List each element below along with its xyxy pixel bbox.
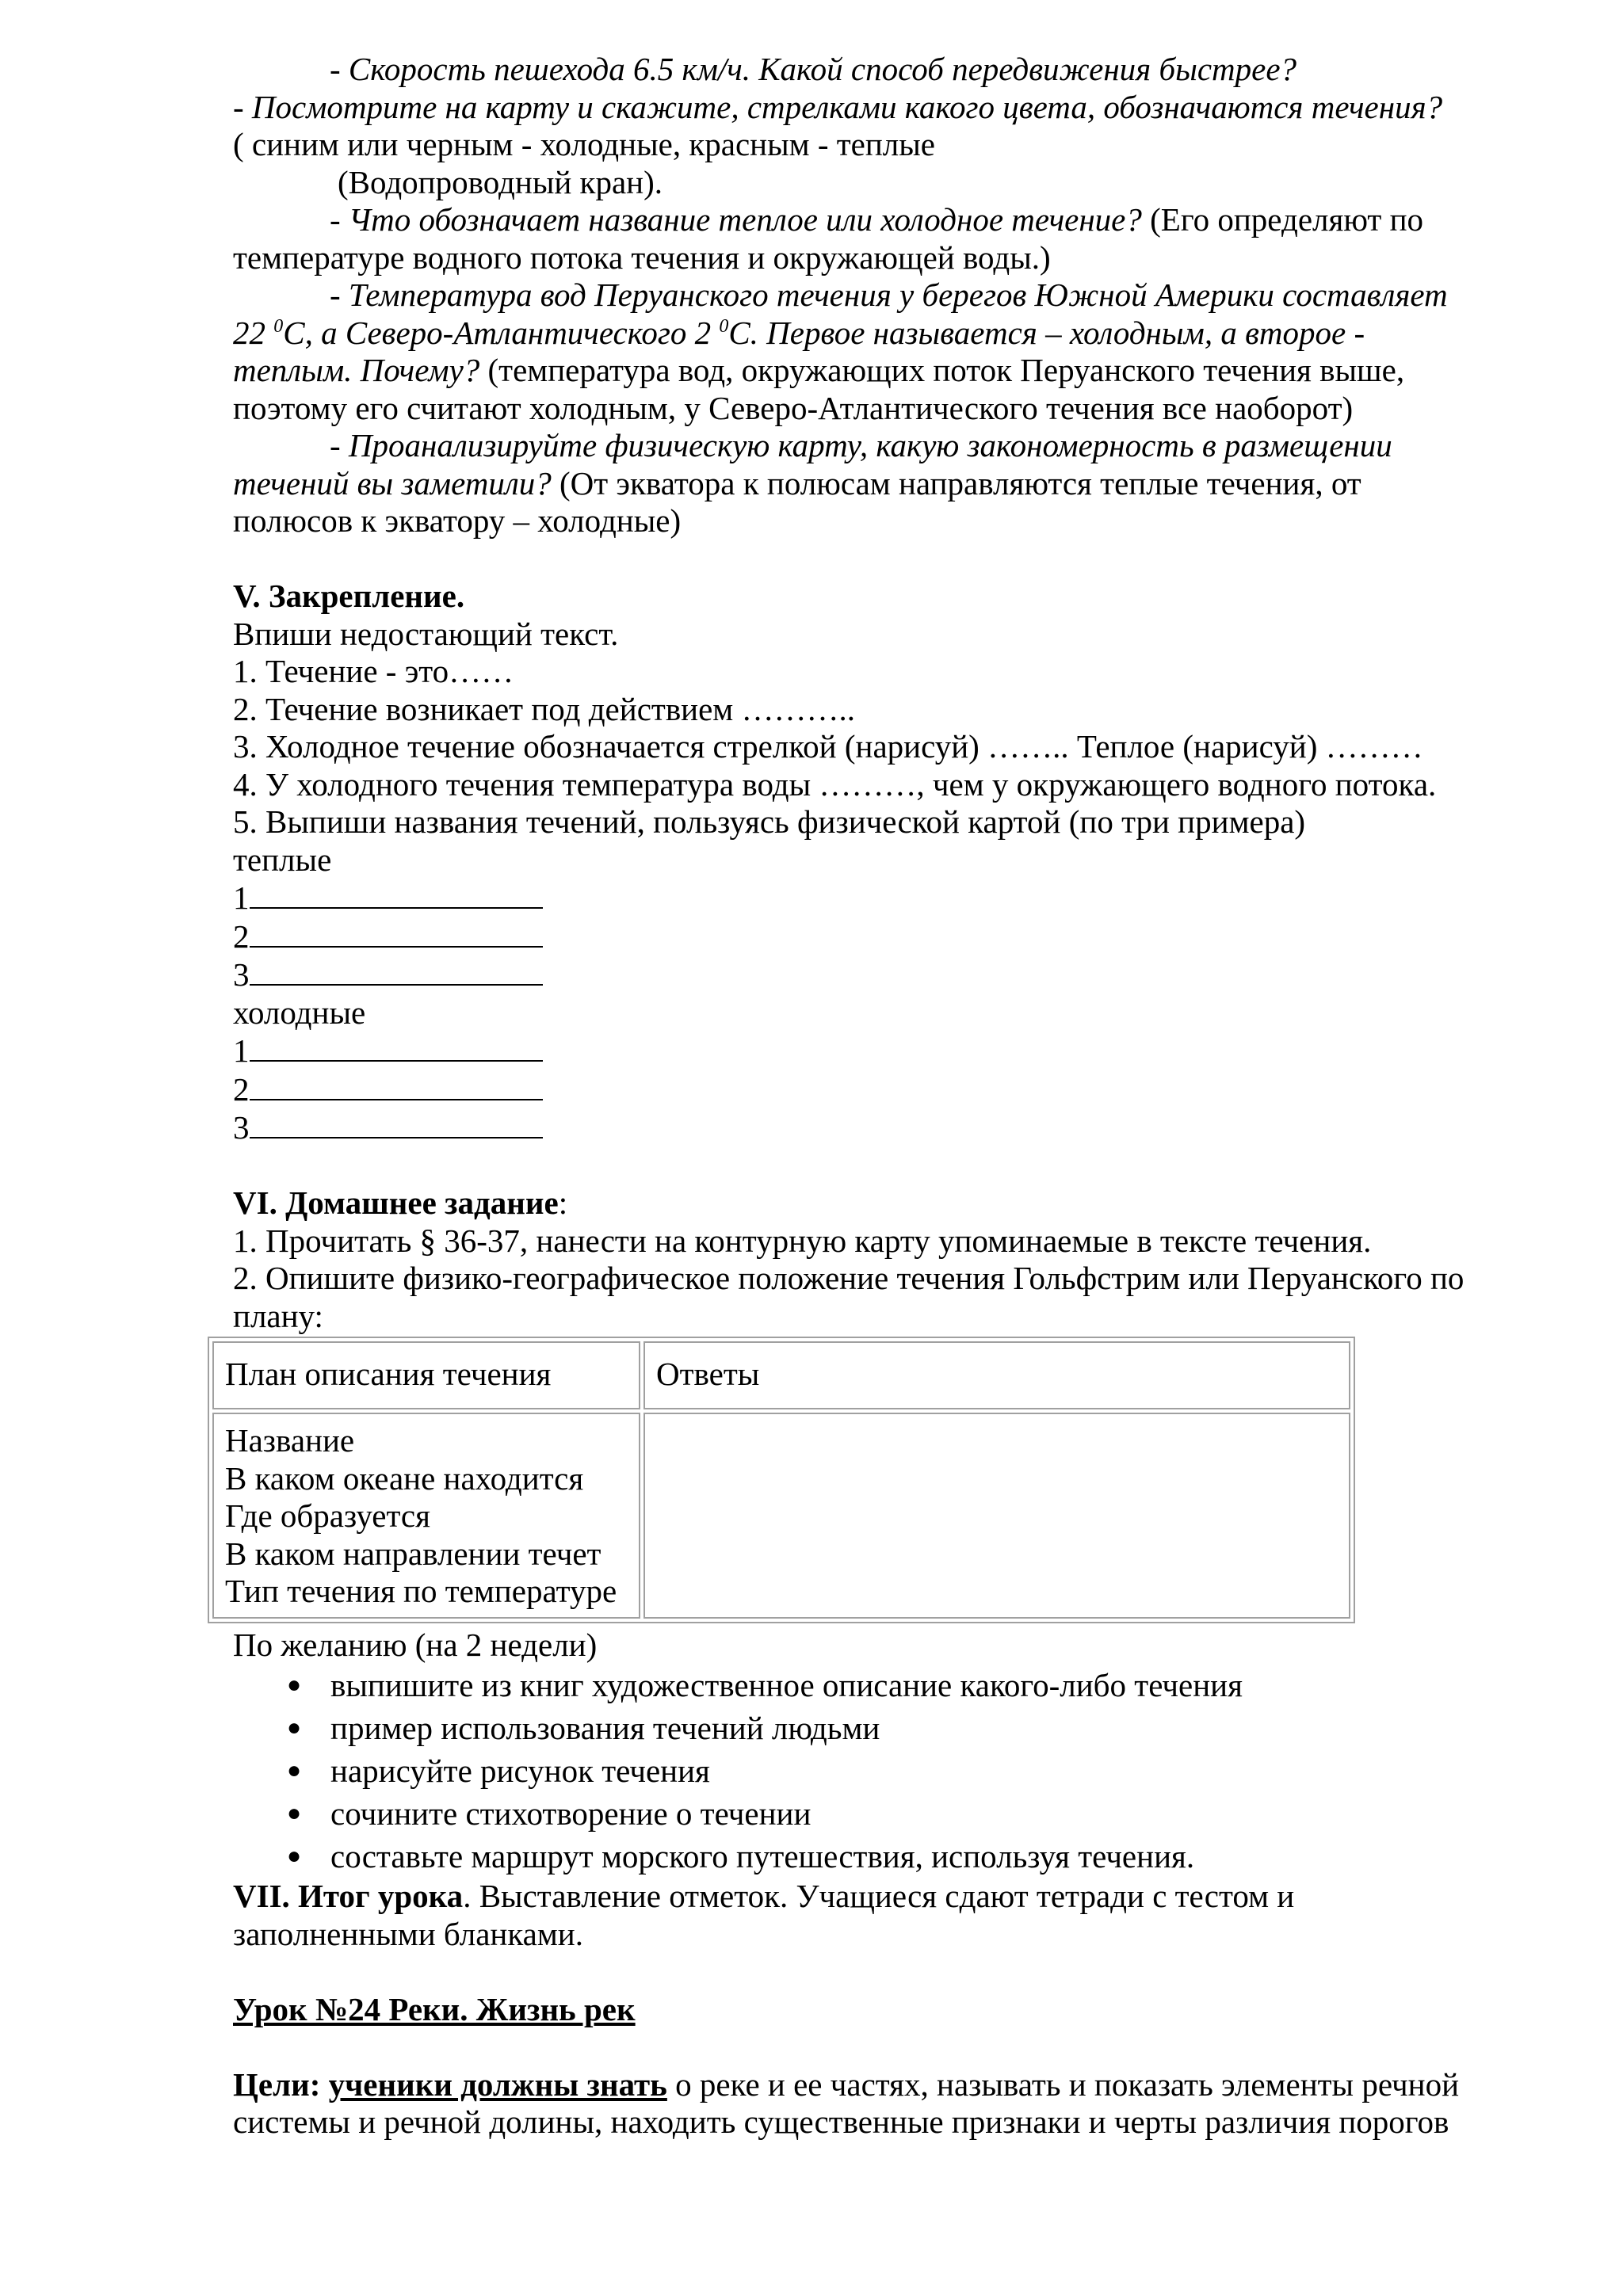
question-2: - Посмотрите на карту и скажите, стрелками какого цвета, обозначаются течения? [233,88,1443,125]
section-5-heading: V. Закрепление. [233,578,465,614]
exercise-item: 3. Холодное течение обозначается стрелкой (нарисуй) …….. Теплое (нарисуй) ……… [233,728,1423,765]
question-3: - Что обозначает название теплое или холодное течение? (Его определяют по [330,201,1424,238]
lesson-goals-cont: системы и речной долины, находить существенные признаки и черты различия порогов [233,2103,1449,2140]
optional-list [233,1664,1493,1878]
fill-line: 2 [233,917,1493,956]
section-5-intro: Впиши недостающий текст. [233,615,619,652]
blank-line [250,1070,543,1100]
answer-3: температуре водного потока течения и окружающей воды.) [233,238,1051,276]
table-header-row [212,1341,1350,1409]
blank-line [250,1032,543,1062]
bullet-icon: ● [287,1672,302,1698]
bullet-icon: ● [287,1800,302,1826]
blank-line [250,955,543,986]
blank-line [250,1108,543,1138]
answer-4: теплым. Почему? (температура вод, окружающих поток Перуанского течения выше, [233,352,1405,388]
plan-item: В каком направлении течет [225,1535,601,1572]
text-column [225,51,1493,2142]
section-7: VII. Итог урока. Выставление отметок. Учащиеся сдают тетради с тестом и [233,1878,1295,1914]
homework-task-1: 1. Прочитать § 36-37, нанести на контурную карту упоминаемые в тексте течения. [233,1222,1372,1259]
exercise-item: 4. У холодного течения температура воды ………, чем у окружающего водного потока. [233,765,1437,803]
question-4-cont: 22 $^0$С, а Северо-Атлантического 2 $^0$С. Первое называется – холодным, а второе - [233,314,1365,351]
list-item: ● выпишите из книг художественное описание какого-либо течения [233,1664,1493,1707]
homework-task-2-cont: плану: [233,1297,323,1334]
exercise-item: 2. Течение возникает под действием ……….. [233,690,856,727]
answer-4-cont: поэтому его считают холодным, у Северо-Атлантического течения все наоборот) [233,389,1354,426]
answer-2: ( синим или черным - холодные, красным - теплые [233,126,936,162]
optional-heading: По желанию (на 2 недели) [233,1626,598,1663]
section-7-cont: заполненными бланками. [233,1915,583,1952]
lesson-goals: Цели: ученики должны знать о реке и ее частях, называть и показать элементы речной [233,2065,1460,2103]
lesson-title: Урок №24 Реки. Жизнь рек [233,1990,636,2027]
list-item: ● составьте маршрут морского путешествия, используя течения. [233,1835,1493,1878]
fill-line: 1 [233,1032,1493,1070]
blank-line [250,879,543,909]
plan-item: Где образуется [225,1497,430,1534]
fill-line: 2 [233,1070,1493,1109]
answers-cell [643,1413,1350,1619]
cold-label: холодные [233,994,366,1031]
plan-table [208,1337,1355,1623]
table-header-cell: План описания течения [212,1341,640,1409]
list-item: ● пример использования течений людьми [233,1707,1493,1749]
homework-task-2: 2. Опишите физико-географическое положение течения Гольфстрим или Перуанского по [233,1260,1465,1296]
fill-line: 3 [233,1108,1493,1147]
plan-items-cell [212,1413,640,1619]
bullet-icon: ● [287,1843,302,1869]
bullet-icon: ● [287,1757,302,1783]
list-item: ● сочините стихотворение о течении [233,1792,1493,1835]
plan-item: Название [225,1422,355,1459]
answer-5: течений вы заметили? (От экватора к полюсам направляются теплые течения, от [233,464,1361,502]
blank-line [250,917,543,948]
question-1: - Скорость пешехода 6.5 км/ч. Какой способ передвижения быстрее? [330,51,1297,87]
exercise-item: 5. Выпиши названия течений, пользуясь физической картой (по три примера) [233,803,1306,840]
answer-2-note: (Водопроводный кран). [338,163,663,200]
table-row [212,1413,1350,1619]
answer-5-cont: полюсов к экватору – холодные) [233,502,682,539]
plan-item: В каком океане находится [225,1459,584,1497]
bullet-icon: ● [287,1714,302,1741]
exercise-item: 1. Течение - это…… [233,653,514,689]
table-header-cell: Ответы [643,1341,1350,1409]
fill-line: 1 [233,879,1493,917]
question-4: - Температура вод Перуанского течения у берегов Южной Америки составляет [330,277,1448,313]
section-7-heading: VII. Итог урока [233,1878,464,1914]
fill-line: 3 [233,955,1493,994]
section-6-heading: VI. Домашнее задание: [233,1184,568,1221]
list-item: ● нарисуйте рисунок течения [233,1749,1493,1792]
plan-item: Тип течения по температуре [225,1573,617,1609]
warm-label: теплые [233,841,332,878]
question-5: - Проанализируйте физическую карту, какую закономерность в размещении [330,427,1392,463]
